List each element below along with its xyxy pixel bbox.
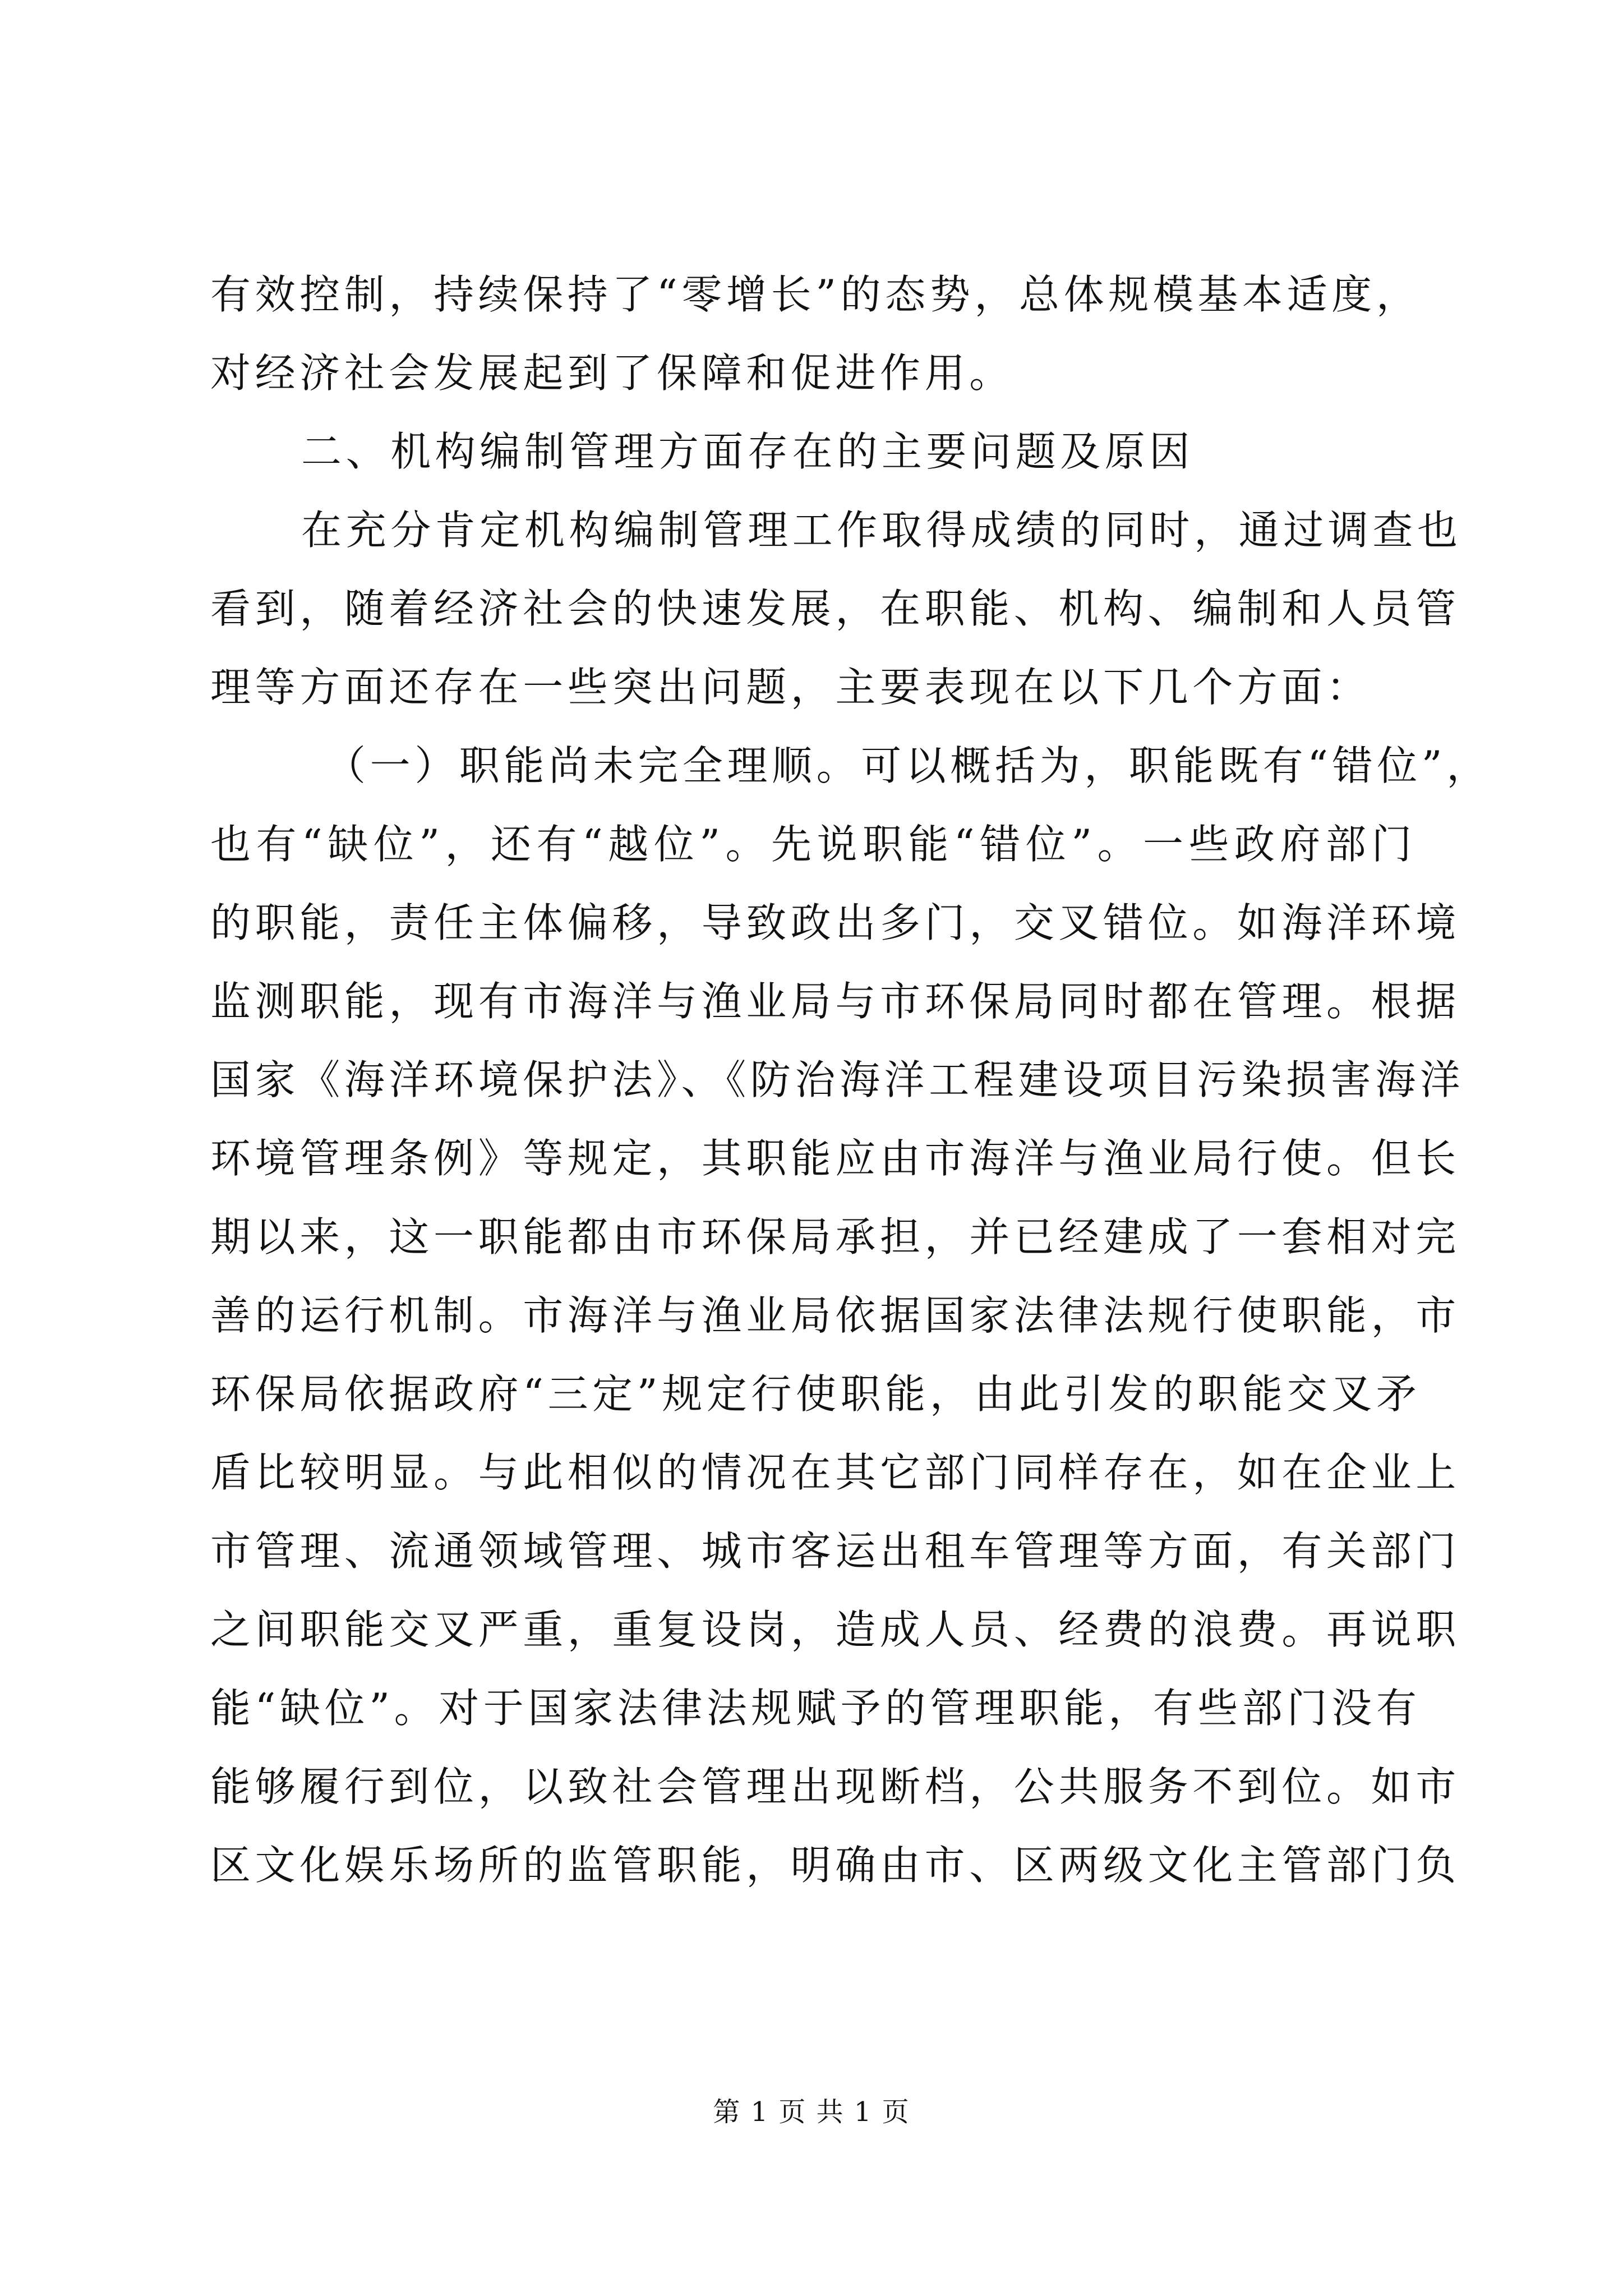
body-text-line: 能够履行到位，以致社会管理出现断档，公共服务不到位。如市 bbox=[210, 1763, 1460, 1810]
body-text-line: 有效控制，持续保持了“零增长”的态势，总体规模基本适度， bbox=[210, 271, 1421, 318]
body-text-line: 区文化娱乐场所的监管职能，明确由市、区两级文化主管部门负 bbox=[210, 1842, 1460, 1889]
body-text-line: 看到，随着经济社会的快速发展，在职能、机构、编制和人员管 bbox=[210, 585, 1460, 632]
body-text-line: 期以来，这一职能都由市环保局承担，并已经建成了一套相对完 bbox=[210, 1213, 1460, 1260]
body-text-line: 盾比较明显。与此相似的情况在其它部门同样存在，如在企业上 bbox=[210, 1449, 1460, 1496]
body-text-line: 对经济社会发展起到了保障和促进作用。 bbox=[210, 349, 1014, 397]
body-text-line: 国家《海洋环境保护法》、《防治海洋工程建设项目污染损害海洋 bbox=[210, 1056, 1465, 1103]
body-text-line: 善的运行机制。市海洋与渔业局依据国家法律法规行使职能，市 bbox=[210, 1292, 1460, 1339]
body-text-line: 的职能，责任主体偏移，导致政出多门，交叉错位。如海洋环境 bbox=[210, 899, 1460, 946]
body-text-line: 也有“缺位”，还有“越位”。先说职能“错位”。一些政府部门 bbox=[210, 821, 1416, 868]
subsection-heading-line: （一）职能尚未完全理顺。可以概括为，职能既有“错位”， bbox=[325, 742, 1491, 789]
body-text-line: 环保局依据政府“三定”规定行使职能，由此引发的职能交叉矛 bbox=[210, 1370, 1421, 1418]
body-text-line: 市管理、流通领域管理、城市客运出租车管理等方面，有关部门 bbox=[210, 1527, 1460, 1575]
body-text-line: 之间职能交叉严重，重复设岗，造成人员、经费的浪费。再说职 bbox=[210, 1606, 1460, 1653]
section-heading: 二、机构编制管理方面存在的主要问题及原因 bbox=[301, 428, 1195, 475]
page-number-footer: 第 1 页 共 1 页 bbox=[713, 2096, 910, 2128]
body-text-line: 监测职能，现有市海洋与渔业局与市环保局同时都在管理。根据 bbox=[210, 978, 1460, 1025]
body-text-line: 在充分肯定机构编制管理工作取得成绩的同时，通过调查也 bbox=[301, 507, 1462, 554]
body-text-line: 能“缺位”。对于国家法律法规赋予的管理职能，有些部门没有 bbox=[210, 1685, 1421, 1732]
body-text-line: 环境管理条例》等规定，其职能应由市海洋与渔业局行使。但长 bbox=[210, 1135, 1460, 1182]
body-text-line: 理等方面还存在一些突出问题，主要表现在以下几个方面： bbox=[210, 664, 1371, 711]
